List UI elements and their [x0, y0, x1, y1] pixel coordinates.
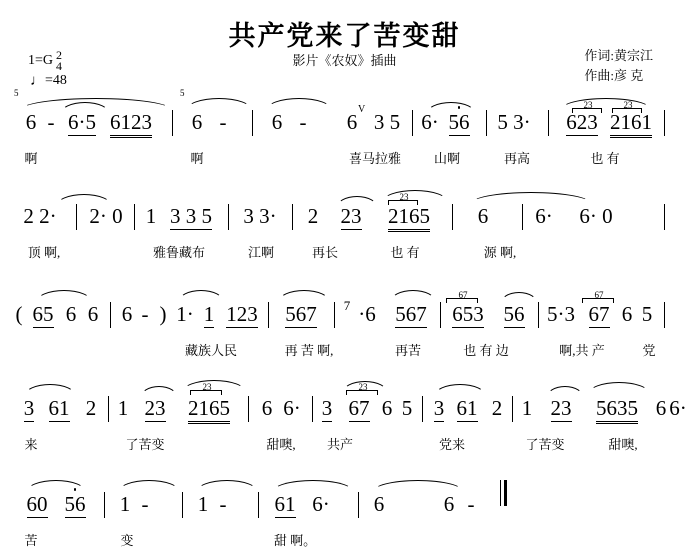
lyric-syllable: 变: [120, 533, 134, 548]
note: 1: [145, 204, 157, 228]
barline: [452, 204, 453, 230]
tempo-marking: [30, 72, 67, 89]
lyricist: 作词:黄宗江: [584, 48, 653, 63]
lyric-syllable: 江啊: [247, 245, 274, 260]
lyric-syllable: 再长: [311, 245, 338, 260]
note: 6: [121, 302, 133, 326]
barline: [172, 110, 173, 136]
note: 3 5: [373, 110, 401, 134]
slur: [196, 480, 258, 492]
note: 3: [23, 396, 35, 420]
note: 2: [85, 396, 97, 420]
lyric-syllable: 藏族人民: [184, 343, 237, 358]
note-dash: -: [141, 302, 149, 326]
lyric-syllable: 顶 啊,: [27, 245, 61, 260]
note: 56: [64, 492, 86, 516]
lyric-syllable: 也 有: [390, 245, 420, 260]
barline: [252, 110, 253, 136]
system-3-notes: [0, 288, 689, 334]
note: 6: [271, 110, 283, 134]
note: 6: [87, 302, 99, 326]
note: 2: [307, 204, 319, 228]
note: 60: [26, 492, 48, 516]
note: 6: [191, 110, 203, 134]
triplet-number: 23: [583, 100, 593, 110]
note: 2: [491, 396, 503, 420]
slur: [434, 384, 486, 396]
note: 6·: [669, 396, 687, 420]
lyric-syllable: 党来: [438, 437, 465, 452]
note: 6: [477, 204, 489, 228]
barline: [108, 396, 109, 422]
note: 61: [274, 492, 296, 516]
barline: [292, 204, 293, 230]
note: 67: [348, 396, 370, 420]
note: 1·: [176, 302, 194, 326]
note: 653: [452, 302, 484, 326]
slur: [588, 382, 650, 394]
note: ·6: [358, 302, 376, 326]
note-dash: -: [219, 110, 227, 134]
barline: [538, 302, 539, 328]
grace-note: 7: [343, 298, 351, 313]
time-signature-denominator: 4: [56, 59, 63, 73]
slur: [278, 290, 330, 302]
note: 6· 0: [579, 204, 613, 228]
note: 5 3·: [497, 110, 531, 134]
note: 61: [48, 396, 70, 420]
note: 3 3·: [243, 204, 277, 228]
slur: [182, 380, 246, 392]
barline: [258, 492, 259, 518]
note: 56: [448, 110, 470, 134]
note: 5·3: [547, 302, 575, 326]
note: 6·: [421, 110, 439, 134]
note: 56: [503, 302, 525, 326]
barline: [358, 492, 359, 518]
note: 6123: [104, 110, 158, 135]
slur: [470, 192, 592, 204]
note: 2161: [606, 110, 656, 135]
slur: [390, 290, 436, 302]
lyric-syllable: 也 有: [590, 151, 620, 166]
barline: [412, 110, 413, 136]
slur: [266, 98, 332, 110]
slur: [272, 480, 354, 492]
parenthesis-open: (: [15, 302, 23, 326]
note: 3: [321, 396, 333, 420]
note: 1: [203, 302, 215, 326]
rehearsal-mark-5: 5: [180, 88, 185, 98]
barline: [664, 110, 665, 136]
note: 2165: [382, 204, 436, 229]
time-signature-numerator: 2: [56, 48, 63, 62]
note-dash: -: [141, 492, 149, 516]
note: 5: [641, 302, 653, 326]
page-title: 共产党来了苦变甜: [228, 21, 461, 51]
tempo-value: =48: [45, 73, 67, 88]
lyric-syllable: 雅鲁藏布: [152, 245, 205, 260]
note: 6: [655, 396, 667, 420]
lyric-syllable: 也 有 边: [463, 343, 509, 358]
lyric-syllable: 共产: [326, 437, 353, 452]
note: 123: [226, 302, 258, 326]
note: 6: [65, 302, 77, 326]
note-dash: -: [219, 492, 227, 516]
note: 6: [373, 492, 385, 516]
quarter-note-icon: ♩: [30, 73, 45, 89]
triplet-number: 23: [623, 100, 633, 110]
note: 6: [621, 302, 633, 326]
system-5-notes: [0, 478, 689, 524]
note: 6: [381, 396, 393, 420]
lyric-syllable: 源 啊,: [483, 245, 517, 260]
note: 567: [395, 302, 427, 326]
triplet-number: 23: [358, 382, 368, 392]
note: 623: [566, 110, 598, 134]
note: 23: [144, 396, 166, 420]
lyric-syllable: 苦: [24, 533, 38, 548]
barline: [104, 492, 105, 518]
lyric-syllable: 党: [642, 343, 656, 358]
note: 1: [117, 396, 129, 420]
lyric-syllable: 再高: [503, 151, 530, 166]
triplet-number: 67: [458, 290, 468, 300]
slur: [382, 190, 448, 202]
slur: [342, 381, 388, 393]
note-dash: -: [299, 110, 307, 134]
barline: [664, 302, 665, 328]
triplet-number: 67: [594, 290, 604, 300]
key-signature: 1=G: [28, 53, 54, 69]
lyric-syllable: 再 苦 啊,: [284, 343, 334, 358]
note: 6: [261, 396, 273, 420]
note: 2165: [182, 396, 236, 421]
lyric-syllable: 来: [24, 437, 38, 452]
slur: [36, 290, 92, 302]
note: 23: [550, 396, 572, 420]
barline: [182, 492, 183, 518]
note: 5635: [586, 396, 648, 421]
note: 6·: [535, 204, 553, 228]
note: 5: [401, 396, 413, 420]
note: 6·: [283, 396, 301, 420]
lyric-syllable: 啊,共 产: [559, 343, 605, 358]
barline: [334, 302, 335, 328]
barline: [486, 110, 487, 136]
slur: [186, 98, 252, 110]
note: 6·5: [68, 110, 96, 134]
lyric-syllable: 甜噢,: [608, 437, 638, 452]
note: 1: [521, 396, 533, 420]
note: 6: [443, 492, 455, 516]
lyric-syllable: 喜马拉雅: [348, 151, 401, 166]
credits: [584, 46, 653, 86]
lyric-syllable: 了苦变: [125, 437, 165, 452]
barline: [134, 204, 135, 230]
lyric-syllable: 了苦变: [525, 437, 565, 452]
barline: [312, 396, 313, 422]
lyric-syllable: 啊: [24, 151, 38, 166]
barline: [268, 302, 269, 328]
note-dash: -: [467, 492, 475, 516]
note: 1: [197, 492, 209, 516]
slur: [118, 480, 180, 492]
lyric-syllable: 甜噢,: [266, 437, 296, 452]
barline: [512, 396, 513, 422]
note: 567: [285, 302, 317, 326]
barline: [228, 204, 229, 230]
note-dash: -: [47, 110, 55, 134]
slur: [24, 384, 76, 396]
lyric-syllable: 甜 啊。: [273, 533, 317, 548]
parenthesis-close: ): [159, 302, 167, 326]
note: 3: [433, 396, 445, 420]
system-2-notes: [0, 190, 689, 236]
note: 65: [32, 302, 54, 326]
note: 6: [25, 110, 37, 134]
key-and-time-signature: [28, 50, 62, 72]
slur: [26, 480, 86, 492]
note: 3 3 5: [170, 204, 212, 228]
note: 1: [119, 492, 131, 516]
composer: 作曲:彦 克: [584, 68, 644, 83]
note: 6·: [312, 492, 330, 516]
note: 67: [588, 302, 610, 326]
lyric-syllable: 山啊: [433, 151, 460, 166]
lyric-syllable: 啊: [190, 151, 204, 166]
note: 2 2·: [23, 204, 57, 228]
note: 6: [346, 110, 358, 134]
rehearsal-mark-5: 5: [14, 88, 19, 98]
system-4-notes: [0, 382, 689, 428]
triplet-number: 23: [399, 192, 409, 202]
barline: [248, 396, 249, 422]
barline: [110, 302, 111, 328]
time-signature: [56, 50, 62, 72]
slur: [372, 480, 464, 492]
note: 2· 0: [89, 204, 123, 228]
page-subtitle: 影片《农奴》插曲: [292, 53, 397, 68]
system-1-notes: [0, 88, 689, 142]
barline: [76, 204, 77, 230]
barline: [422, 396, 423, 422]
final-barline: [500, 480, 510, 506]
barline: [664, 204, 665, 230]
breath-mark: V: [358, 104, 366, 115]
note: 23: [340, 204, 362, 228]
barline: [522, 204, 523, 230]
barline: [440, 302, 441, 328]
lyric-syllable: 再苦: [394, 343, 421, 358]
barline: [548, 110, 549, 136]
slur: [178, 290, 224, 302]
triplet-number: 23: [202, 382, 212, 392]
note: 61: [456, 396, 478, 420]
